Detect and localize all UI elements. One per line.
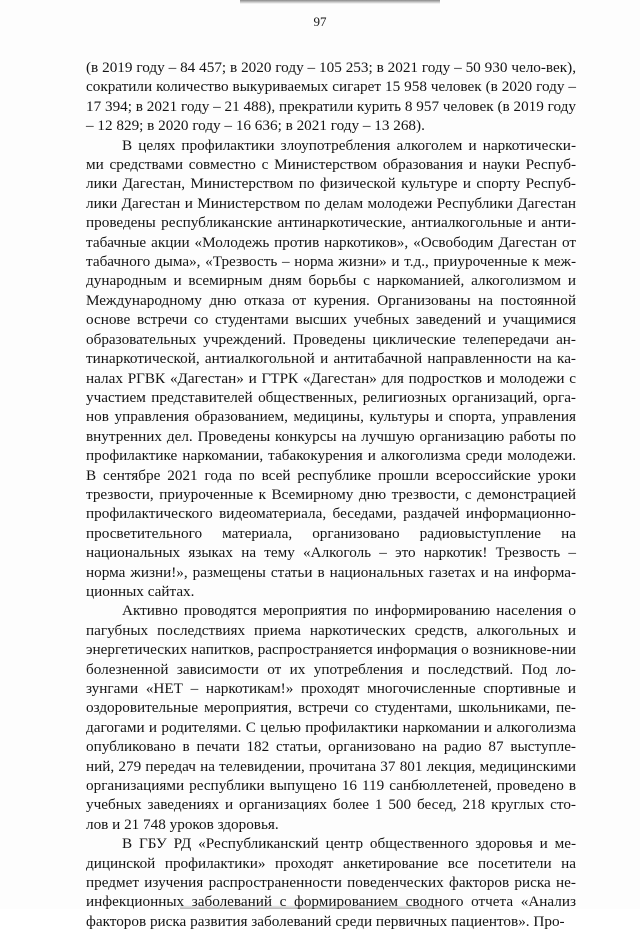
page-number: 97 (313, 14, 327, 29)
scan-edge-shadow (240, 0, 440, 4)
paragraph-continuation: (в 2019 году – 84 457; в 2020 году – 105 253; в 2021 году – 50 930 чело-век), сократили количество выкуриваемых сигарет 15 958 человек (в 2020 году – 17 394; в 2021 году – 21 488), прекратили курить 8 957 человек (в 2019 году – 12 829; в 2020 году – 16 636; в 2021 году – 13 268). (86, 59, 576, 135)
paragraph-health-center: В ГБУ РД «Республиканский центр общественного здоровья и ме-дицинской профилактики» проходят анкетирование все посетители на предмет изучения распространенности поведенческих факторов риска не-инфекционных заболеваний с формированием сводного отчета «Анализ факторов риска развития заболеваний среди первичных пациентов». Про- (86, 835, 576, 930)
paragraph-prevention-actions: В целях профилактики злоупотребления алкоголем и наркотически-ми средствами совместно с Министерством образования и науки Респуб-лики Дагестан, Министерством по физической культуре и спорту Респуб-лики Дагестан и Министерством по делам молодежи Республики Дагестан проведены республиканские антинаркотические, антиалкогольные и анти-табачные акции «Молодежь против наркотиков», «Освободим Дагестан от табачного дыма», «Трезвость – норма жизни» и т.д., приуроченные к меж-дународным и всемирным дням борьбы с наркоманией, алкоголизмом и Международному дню отказа от курения. Организованы на постоянной основе встречи со студентами высших учебных заведений и учащимися образовательных учреждений. Проведены циклические телепередачи ан-тинаркотической, антиалкогольной и антитабачной направленности на ка-налах РГВК «Дагестан» и ГТРК «Дагестан» для подростков и молодежи с участием представителей общественных, религиозных организаций, орга-нов управления образованием, медицины, культуры и спорта, управления внутренних дел. Проведены конкурсы на лучшую организацию работы по профилактике наркомании, табакокурения и алкоголизма среди молодежи. В сентябре 2021 года по всей республике прошли всероссийские уроки трезвости, приуроченные к Всемирному дню трезвости, с демонстрацией профилактического видеоматериала, беседами, раздачей информационно-просветительного материала, организовано радиовыступление на национальных языках на тему «Алкоголь – это наркотик! Трезвость – норма жизни!», размещены статьи в национальных газетах и на информа-ционных сайтах. (86, 136, 576, 600)
document-body (86, 58, 576, 931)
paragraph-public-awareness: Активно проводятся мероприятия по информированию населения о пагубных последствиях приема наркотических средств, алкогольных и энергетических напитков, распространяется информация о возникнове-нии болезненной зависимости от их употребления и последствий. Под ло-зунгами «НЕТ – наркотикам!» проходят многочисленные спортивные и оздоровительные мероприятия, встречи со студентами, школьниками, пе-дагогами и родителями. С целью профилактики наркомании и алкоголизма опубликовано в печати 182 статьи, организовано на радио 87 выступле-ний, 279 передач на телевидении, прочитана 37 801 лекция, медицинскими организациями республики выпущено 16 119 санбюллетеней, проведено в учебных заведениях и организациях более 1 500 бесед, 218 круглых сто-лов и 21 748 уроков здоровья. (86, 602, 576, 833)
scan-edge-shadow-bottom (180, 905, 440, 909)
